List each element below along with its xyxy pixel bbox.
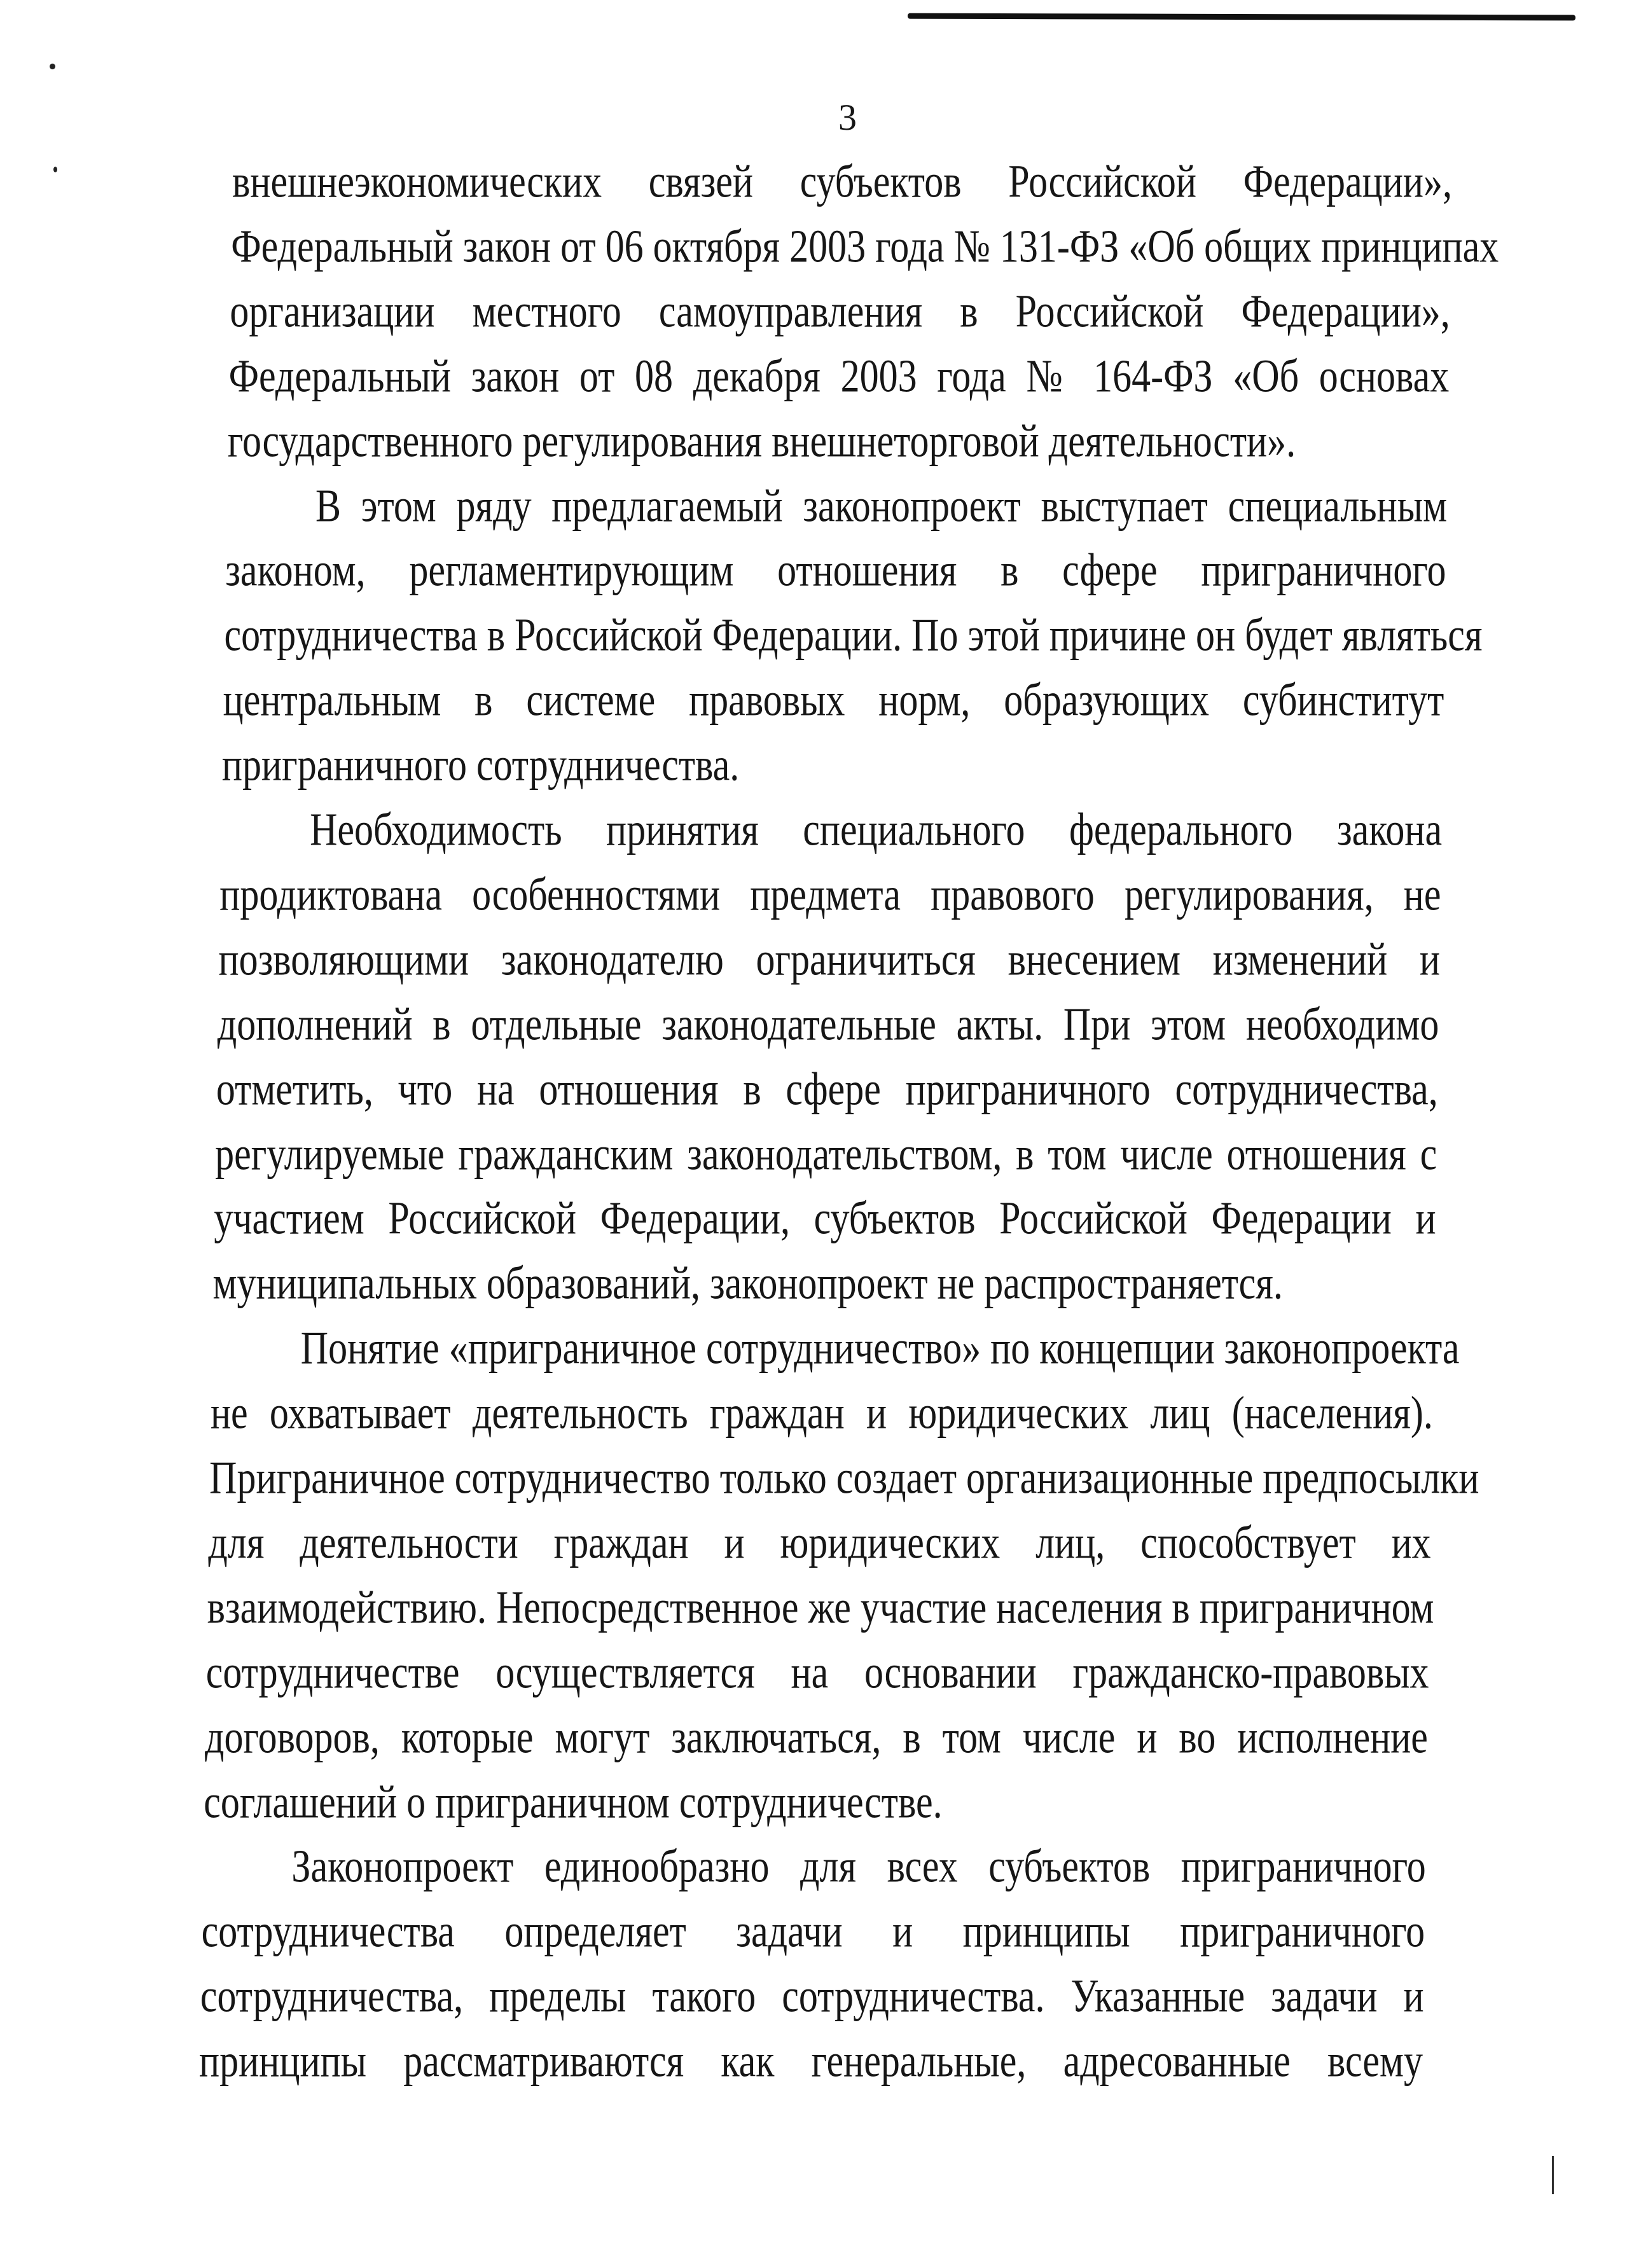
text-line: Необходимость принятия специального федерального закона bbox=[310, 803, 1443, 855]
text-line: Понятие «приграничное сотрудничество» по концепции законопроекта bbox=[300, 1322, 1460, 1374]
text-line: сотрудничества в Российской Федерации. По этой причине он будет являться bbox=[224, 609, 1483, 661]
text-line: внешнеэкономических связей субъектов Российской Федерации», bbox=[232, 155, 1452, 207]
page-number: 3 bbox=[838, 97, 857, 138]
text-line: Приграничное сотрудничество только создает организационные предпосылки bbox=[209, 1451, 1479, 1504]
text-line: В этом ряду предлагаемый законопроект выступает специальным bbox=[315, 480, 1448, 531]
text-line: для деятельности граждан и юридических лиц, способствует их bbox=[208, 1516, 1431, 1568]
text-line: дополнений в отдельные законодательные акты. При этом необходимо bbox=[217, 998, 1439, 1049]
text-line: центральным в системе правовых норм, образующих субинститут bbox=[223, 674, 1444, 726]
text-line: не охватывает деятельность граждан и юридических лиц (населения). bbox=[210, 1386, 1433, 1439]
text-line: организации местного самоуправления в Российской Федерации», bbox=[230, 285, 1450, 337]
scan-speck bbox=[53, 167, 57, 172]
scan-speck bbox=[50, 64, 55, 69]
text-line: законом, регламентирующим отношения в сфере приграничного bbox=[225, 544, 1446, 596]
text-line: Федеральный закон от 08 декабря 2003 года № 164-ФЗ «Об основах bbox=[228, 350, 1450, 401]
text-line: соглашений о приграничном сотрудничестве. bbox=[204, 1776, 943, 1827]
text-line: принципы рассматриваются как генеральные, адресованные всему bbox=[199, 2035, 1423, 2087]
scan-edge-mark bbox=[1552, 2156, 1554, 2194]
text-line: продиктована особенностями предмета правового регулирования, не bbox=[219, 868, 1441, 920]
text-line: сотрудничестве осуществляется на основании гражданско-правовых bbox=[205, 1646, 1429, 1698]
text-line: взаимодействию. Непосредственное же участие населения в приграничном bbox=[207, 1581, 1434, 1633]
text-line: регулируемые гражданским законодательством, в том числе отношения с bbox=[215, 1128, 1437, 1179]
text-line: отметить, что на отношения в сфере приграничного сотрудничества, bbox=[216, 1063, 1438, 1114]
scan-edge-line bbox=[908, 13, 1575, 21]
text-line: государственного регулирования внешнеторговой деятельности». bbox=[227, 415, 1296, 466]
text-line: муниципальных образований, законопроект не распространяется. bbox=[212, 1257, 1283, 1309]
text-line: Федеральный закон от 06 октября 2003 года № 131-ФЗ «Об общих принципах bbox=[231, 220, 1499, 272]
text-line: приграничного сотрудничества. bbox=[221, 738, 740, 791]
text-line: договоров, которые могут заключаться, в том числе и во исполнение bbox=[204, 1711, 1428, 1762]
text-line: позволяющими законодателю ограничиться внесением изменений и bbox=[218, 933, 1440, 985]
text-line: Законопроект единообразно для всех субъектов приграничного bbox=[291, 1841, 1426, 1892]
text-line: участием Российской Федерации, субъектов Российской Федерации и bbox=[214, 1193, 1436, 1244]
text-line: сотрудничества, пределы такого сотрудничества. Указанные задачи и bbox=[200, 1970, 1424, 2022]
text-line: сотрудничества определяет задачи и принципы приграничного bbox=[201, 1905, 1425, 1957]
